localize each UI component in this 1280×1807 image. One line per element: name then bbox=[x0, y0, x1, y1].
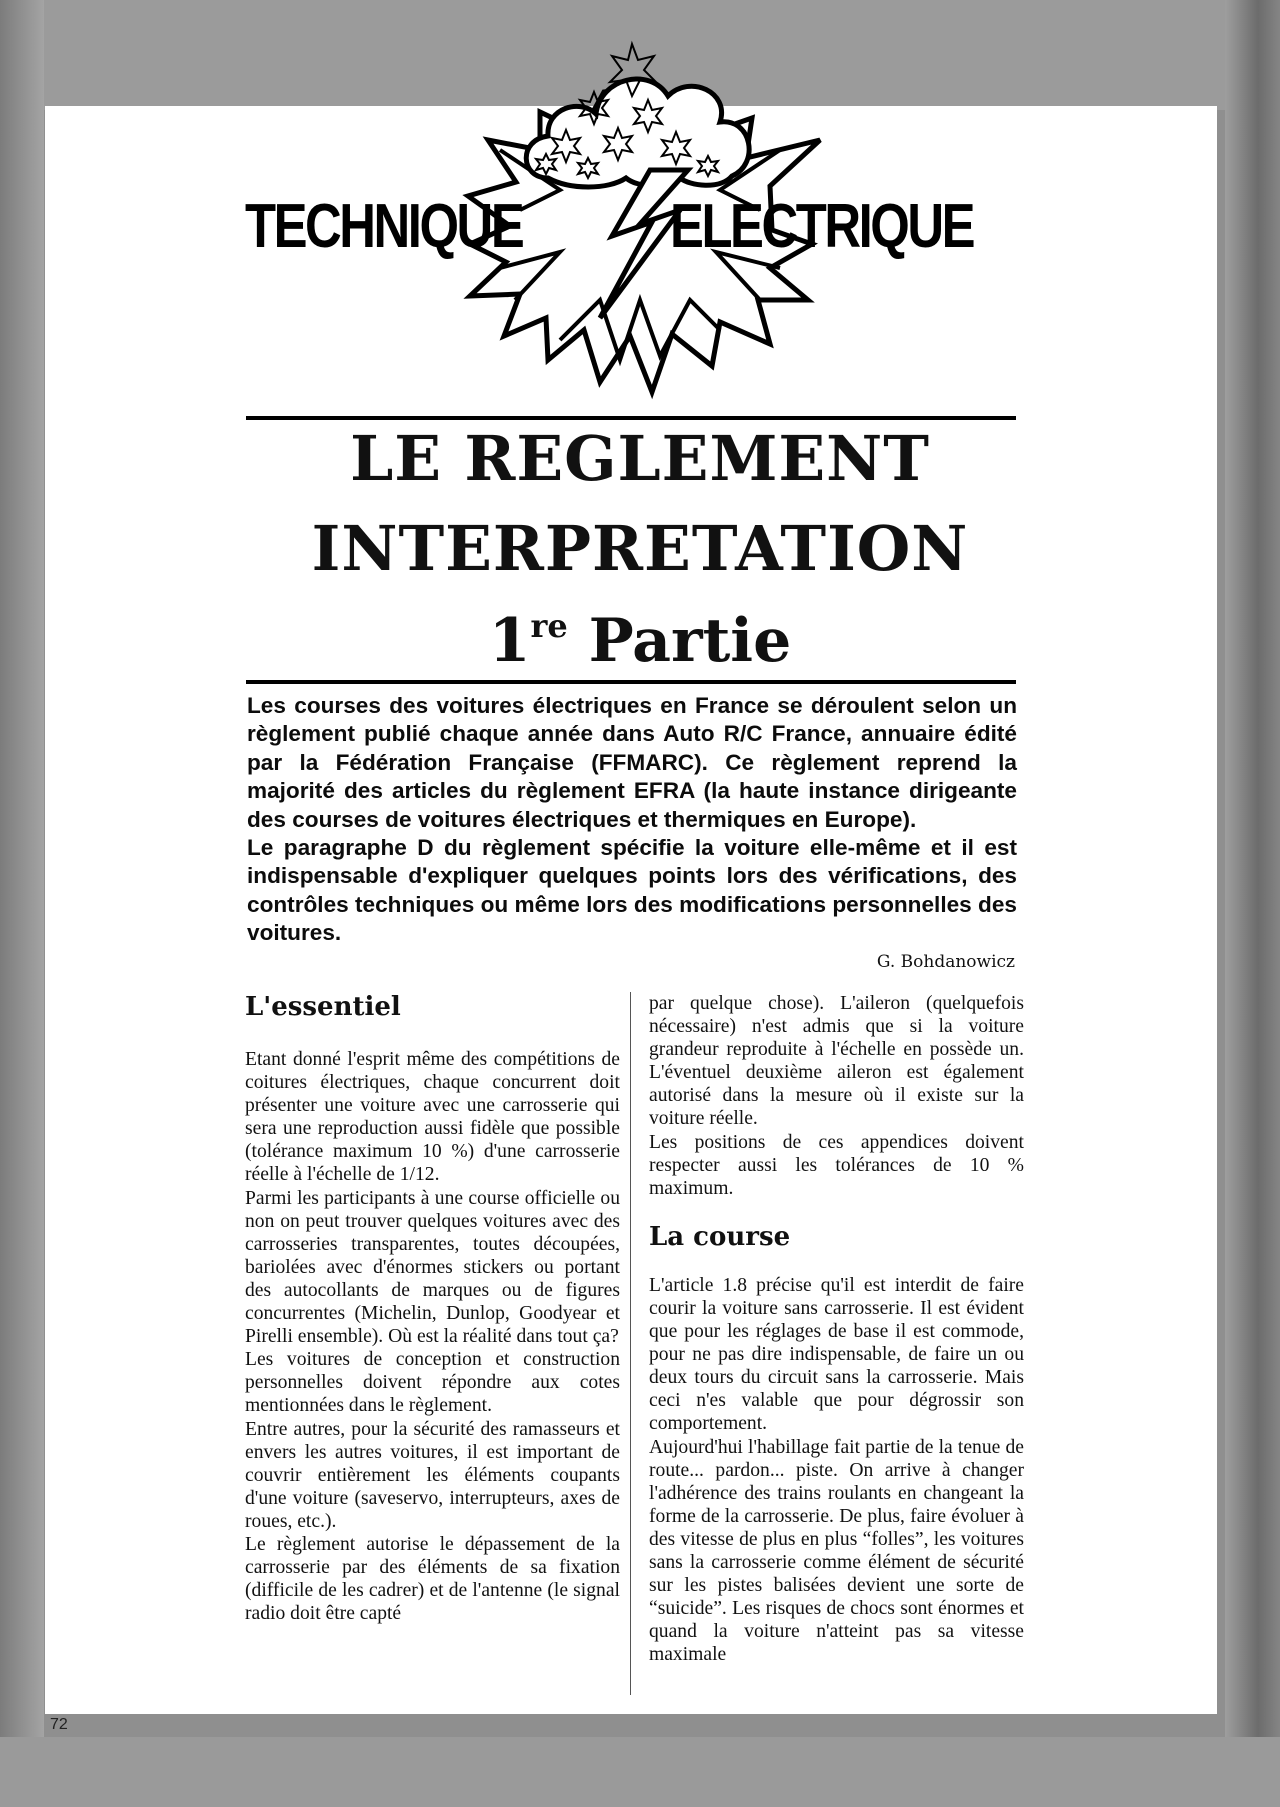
part-suffix: re bbox=[530, 607, 568, 645]
section-heading-course: La course bbox=[649, 1221, 791, 1252]
body-paragraph: Parmi les participants à une course officielle ou non on peut trouver quelques voitures avec des carrosseries transparentes, toutes découpées, bariolées avec d'énormes stickers ou portant des autocollants de marques ou de figures concurrentes (Michelin, Dunlop, Goodyear et Pirelli ensemble). Où est la réalité dans tout ça? bbox=[245, 1187, 620, 1348]
technique-electrique-logo bbox=[0, 0, 1280, 410]
title-rule-bottom bbox=[246, 680, 1016, 684]
title-rule-top bbox=[246, 416, 1016, 420]
article-title-line-2: INTERPRETATION bbox=[311, 512, 969, 585]
article-intro bbox=[247, 692, 1017, 948]
article-title-line-1: LE REGLEMENT bbox=[350, 422, 930, 495]
body-paragraph: Les positions de ces appendices doivent respecter aussi les tolérances de 10 % maximum. bbox=[649, 1131, 1024, 1199]
part-word: Partie bbox=[588, 606, 792, 676]
body-paragraph: Le règlement autorise le dépassement de la carrosserie par des éléments de sa fixation (difficile de les cadrer) et de l'antenne (le signal radio doit être capté bbox=[245, 1533, 620, 1625]
logo-word-technique: TECHNIQUE bbox=[245, 192, 523, 261]
body-paragraph: Les voitures de conception et construction personnelles doivent répondre aux cotes mentionnées dans le règlement. bbox=[245, 1349, 620, 1417]
intro-paragraph: Les courses des voitures électriques en France se déroulent selon un règlement publié chaque année dans Auto R/C France, annuaire édité par la Fédération Française (FFMARC). Ce règlement reprend la majorité des articles du règlement EFRA (la haute instance dirigeante des courses de voitures électriques et thermiques en Europe). bbox=[247, 693, 1017, 832]
intro-paragraph: Le paragraphe D du règlement spécifie la voiture elle-même et il est indispensable d'expliquer quelques points lors des vérifications, des contrôles techniques ou même lors des modifications personnelles des voitures. bbox=[247, 835, 1017, 946]
column-divider bbox=[630, 992, 631, 1695]
article-column-right bbox=[649, 992, 1024, 1666]
body-paragraph: Entre autres, pour la sécurité des ramasseurs et envers les autres voitures, il est important de couvrir entièrement les éléments coupants d'une voiture (saveservo, interrupteurs, axes de roues, etc.). bbox=[245, 1418, 620, 1532]
author-byline: G. Bohdanowicz bbox=[876, 952, 1015, 972]
section-heading-essentiel: L'essentiel bbox=[245, 992, 401, 1022]
scan-border-bottom bbox=[0, 1737, 1280, 1807]
body-paragraph: Etant donné l'esprit même des compétitions de coitures électriques, chaque concurrent doit présenter une voiture avec une carrosserie qui sera une reproduction aussi fidèle que possible (tolérance maximum 10 %) d'une carrosserie réelle à l'échelle de 1/12. bbox=[245, 1049, 620, 1186]
part-number: 1 bbox=[488, 606, 531, 676]
logo-word-electrique: ELECTRIQUE bbox=[670, 192, 974, 261]
page-number: 72 bbox=[50, 1716, 68, 1733]
body-paragraph: par quelque chose). L'aileron (quelquefois nécessaire) n'est admis que si la voiture grandeur reproduite à l'échelle en possède un. L'éventuel deuxième aileron est également autorisé dans la mesure où il existe sur la voiture réelle. bbox=[649, 993, 1024, 1130]
body-paragraph: L'article 1.8 précise qu'il est interdit de faire courir la voiture sans carrosserie. Il est évident que pour les réglages de base il est commode, pour ne pas dire indispensable, de faire un ou deux tours du circuit sans la carrosserie. Mais ceci n'es valable que pour dégrossir son comportement. bbox=[649, 1274, 1024, 1435]
article-part-subtitle bbox=[200, 606, 1080, 676]
body-paragraph: Aujourd'hui l'habillage fait partie de la tenue de route... pardon... piste. On arrive à changer l'adhérence des trains roulants en changeant la forme de la carrosserie. De plus, faire évoluer à des vitesse de plus en plus “folles”, les voitures sans la carrosserie comme élément de sécurité sur les pistes balisées devient une sorte de “suicide”. Les risques de chocs sont énormes et quand la voiture n'atteint pas sa vitesse maximale bbox=[649, 1436, 1024, 1666]
article-column-left bbox=[245, 992, 620, 1625]
logo-artwork bbox=[0, 0, 1280, 410]
